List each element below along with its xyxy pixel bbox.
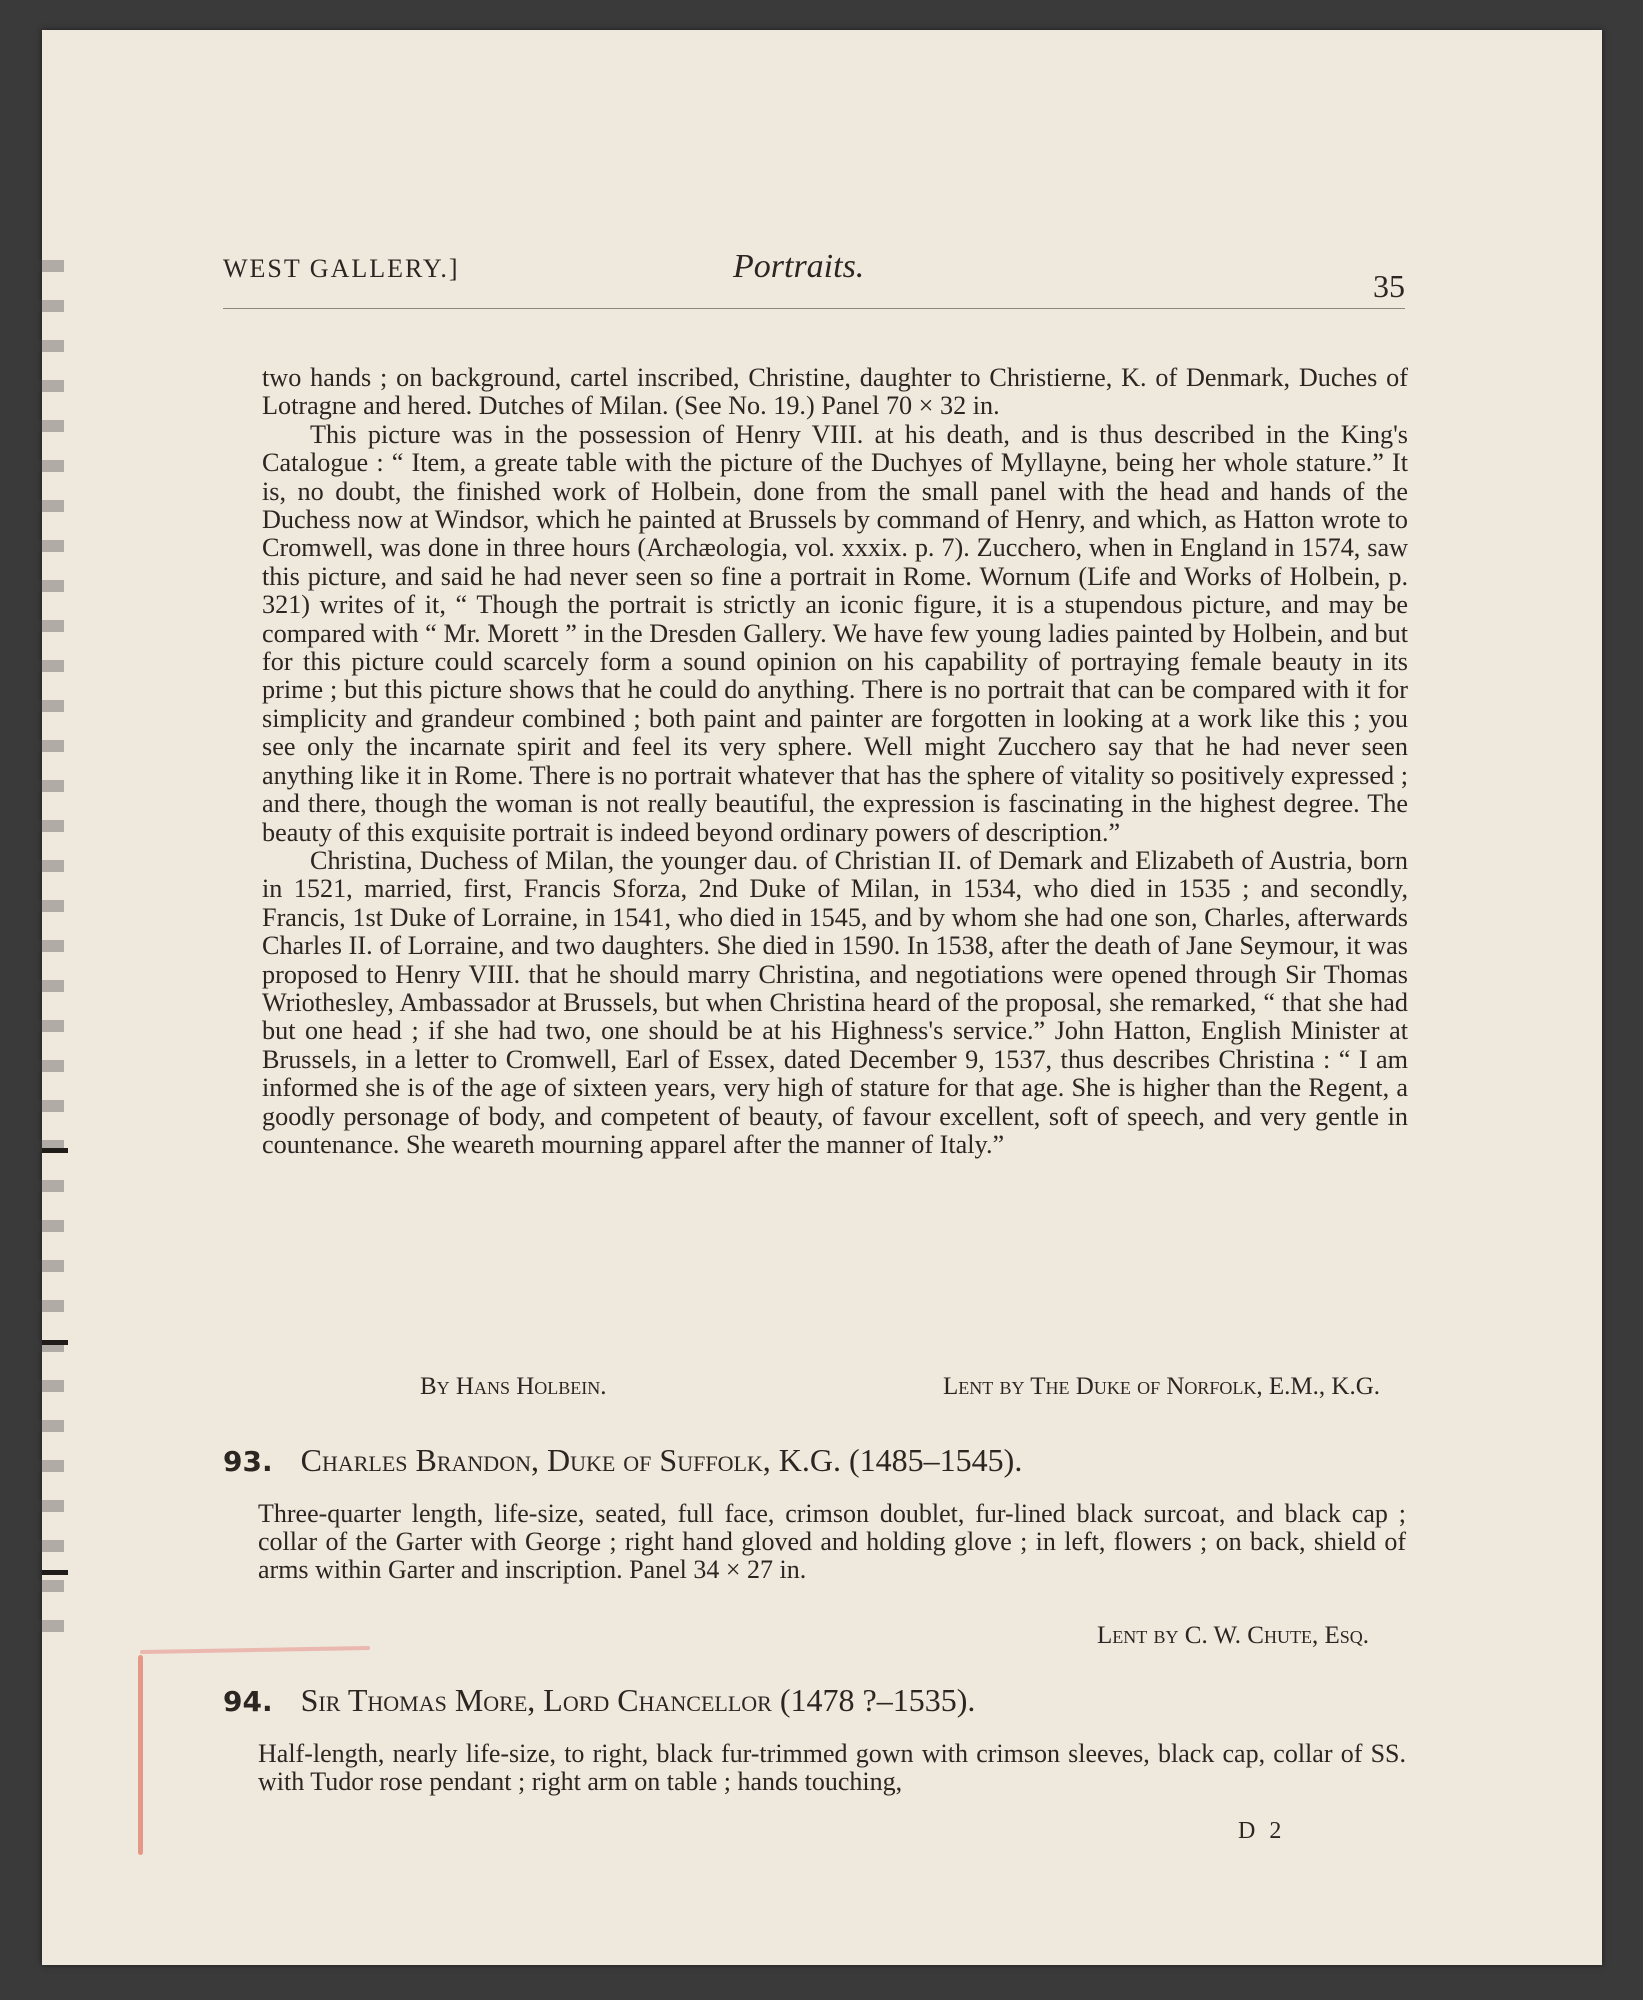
signature-mark: D 2 [1238, 1818, 1286, 1844]
artist-credit: By Hans Holbein. [420, 1373, 607, 1400]
torn-page-edge [36, 260, 64, 1660]
margin-mark [42, 1148, 68, 1153]
running-header [223, 248, 1405, 309]
entry-number: 94. [223, 1685, 273, 1718]
section-title: Portraits. [733, 248, 865, 285]
entry-heading [223, 1442, 1022, 1479]
margin-mark [42, 1340, 68, 1345]
paragraph: Christina, Duchess of Milan, the younger dau. of Christian II. of Demark and Elizabeth of Austria, born in 1521, married, first, Francis Sforza, 2nd Duke of Milan, in 1534, who died in 1535 ; and secondly, Francis, 1st Duke of Lorraine, in 1541, who died in 1545, and by whom she had one son, Charles, afterwards Charles II. of Lorraine, and two daughters. She died in 1590. In 1538, after the death of Jane Seymour, it was proposed to Henry VIII. that he should marry Christina, and negotiations were opened through Sir Thomas Wriothesley, Ambassador at Brussels, but when Christina heard of the proposal, she remarked, “ that she had but one head ; if she had two, one should be at his Highness's service.” John Hatton, English Minister at Brussels, in a letter to Cromwell, Earl of Essex, dated December 9, 1537, thus describes Christina : “ I am informed she is of the age of sixteen years, very high of stature for that age. She is higher than the Regent, a goodly personage of body, and competent of beauty, of favour excellent, soft of speech, and very gentle in countenance. She weareth mourning apparel after the manner of Italy.” [262, 845, 1408, 1159]
entry-description: Three-quarter length, life-size, seated, full face, crimson doublet, fur-lined black surcoat, and black cap ; collar of the Garter with George ; right hand gloved and holding glove ; in left, flowers ; on back, shield of arms within Garter and inscription. Panel 34 × 27 in. [258, 1499, 1406, 1584]
crayon-mark [138, 1655, 143, 1855]
margin-mark [42, 1570, 68, 1575]
entry-description: Half-length, nearly life-size, to right, black fur-trimmed gown with crimson sleeves, black cap, collar of SS. with Tudor rose pendant ; right arm on table ; hands touching, [258, 1739, 1406, 1796]
paragraph: This picture was in the possession of Henry VIII. at his death, and is thus described in the King's Catalogue : “ Item, a greate table with the picture of the Duchyes of Myllayne, being her whole stature.” It is, no doubt, the finished work of Holbein, done from the small panel with the head and hands of the Duchess now at Windsor, which he painted at Brussels by command of Henry, and which, as Hatton wrote to Cromwell, was done in three hours (Archæologia, vol. xxxix. p. 7). Zucchero, when in England in 1574, saw this picture, and said he had never seen so fine a portrait in Rome. Wornum (Life and Works of Holbein, p. 321) writes of it, “ Though the portrait is strictly an iconic figure, it is a stupendous picture, and may be compared with “ Mr. Morett ” in the Dresden Gallery. We have few young ladies painted by Holbein, and but for this picture could scarcely form a sound opinion on his capability of portraying female beauty in its prime ; but this picture shows that he could do anything. There is no portrait that can be compared with it for simplicity and grandeur combined ; both paint and painter are forgotten in looking at a work like this ; you see only the incarnate spirit and feel its very sphere. Well might Zucchero say that he had never seen anything like it in Rome. There is no portrait whatever that has the sphere of vitality so positively expressed ; and there, though the woman is not really beautiful, the expression is fascinating in the highest degree. The beauty of this exquisite portrait is indeed beyond ordinary powers of description.” [262, 419, 1408, 847]
gallery-label: WEST GALLERY.] [223, 254, 460, 283]
entry-title: Charles Brandon, Duke of Suffolk, K.G. (1485–1545). [300, 1442, 1023, 1478]
lender-credit: Lent by The Duke of Norfolk, E.M., K.G. [942, 1373, 1380, 1400]
entry-heading [223, 1682, 975, 1719]
entry-92-text [262, 364, 1408, 1159]
credit-line [420, 1373, 1380, 1401]
entry-number: 93. [223, 1445, 273, 1478]
lender-credit: Lent by C. W. Chute, Esq. [1097, 1622, 1369, 1649]
entry-title: Sir Thomas More, Lord Chancellor (1478 ?–1535). [300, 1682, 976, 1718]
page-number: 35 [1373, 268, 1405, 304]
paragraph: two hands ; on background, cartel inscribed, Christine, daughter to Christierne, K. of Denmark, Duches of Lotragne and hered. Dutches of Milan. (See No. 19.) Panel 70 × 32 in. [262, 363, 1408, 421]
